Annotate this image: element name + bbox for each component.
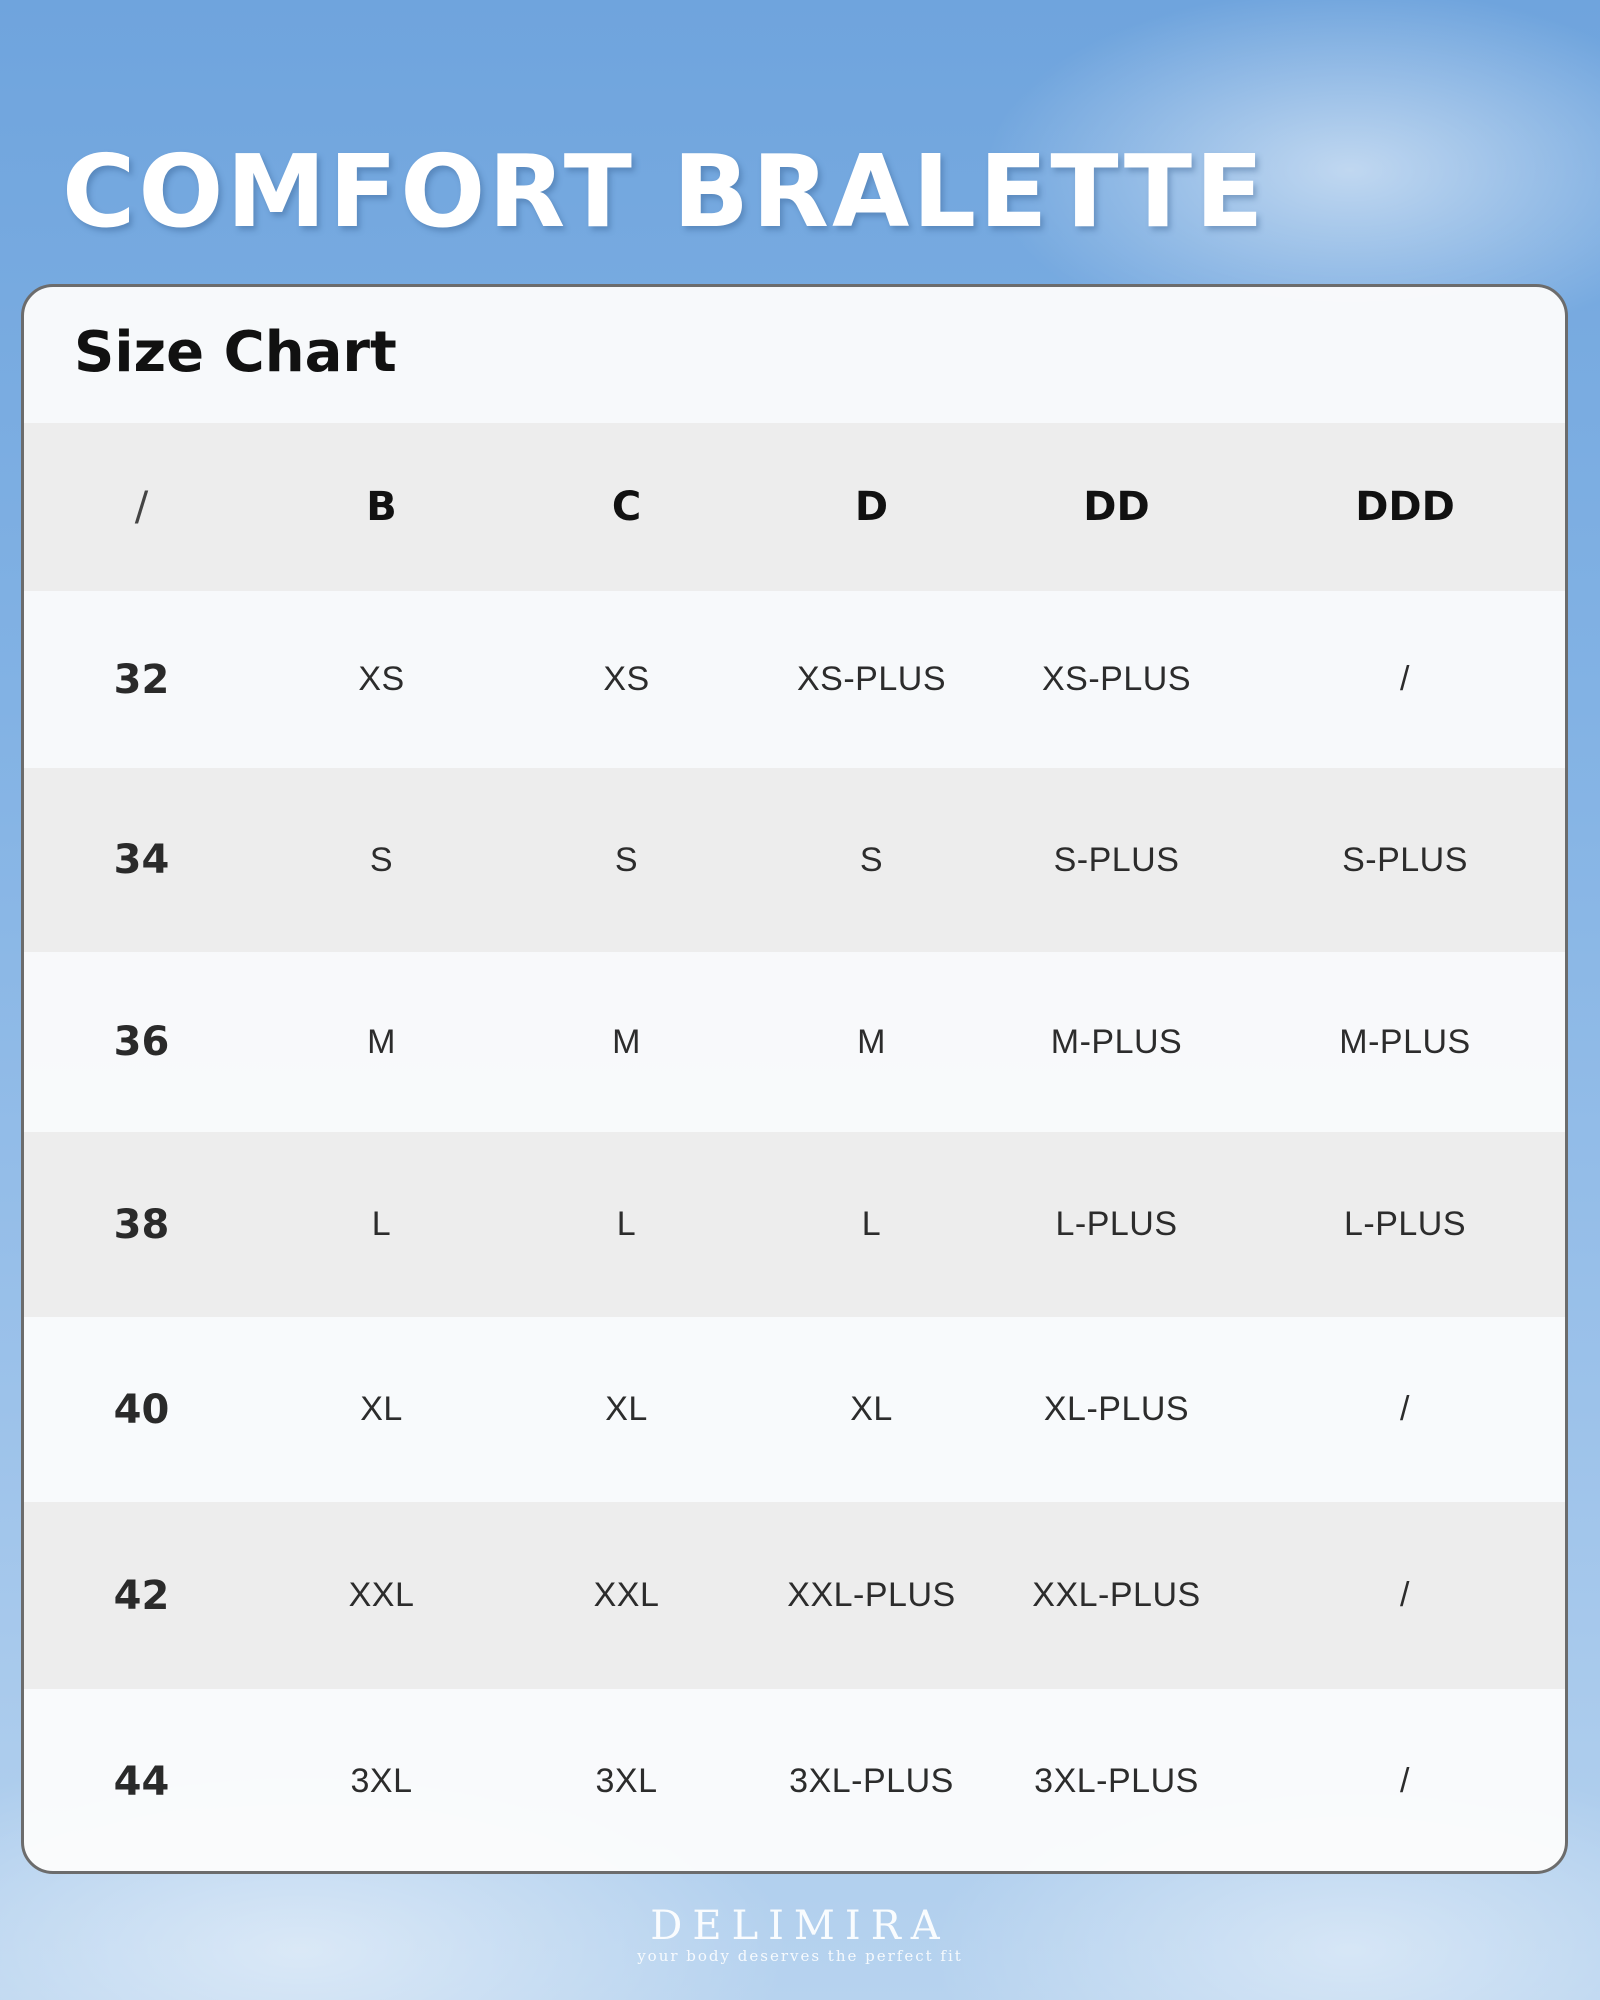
size-cell: XL: [605, 1390, 648, 1428]
size-cell: XXL-PLUS: [1032, 1576, 1201, 1614]
size-cell: XS-PLUS: [797, 660, 946, 698]
table-header-row: [24, 423, 1568, 591]
size-chart-table: [24, 423, 1568, 1874]
size-cell: L-PLUS: [1055, 1205, 1178, 1243]
size-cell: /: [1400, 1762, 1410, 1800]
card-title: Size Chart: [74, 320, 397, 385]
size-cell: S: [859, 840, 884, 879]
size-cell: S-PLUS: [1342, 840, 1468, 879]
band-size-cell: 38: [113, 1201, 170, 1248]
table-row: [24, 768, 1568, 952]
table-row: [24, 1317, 1568, 1502]
column-header-dd: DD: [1083, 484, 1150, 530]
size-cell: 3XL: [595, 1762, 658, 1800]
size-cell: XS: [603, 660, 650, 698]
brand-logo: DELIMIRA: [650, 1903, 950, 1949]
column-header-b: B: [366, 484, 397, 530]
table-row: [24, 1502, 1568, 1689]
size-cell: XXL: [348, 1576, 415, 1614]
brand-tagline: your body deserves the perfect fit: [637, 1947, 963, 1965]
size-cell: L: [616, 1205, 637, 1243]
size-cell: /: [1400, 1576, 1410, 1614]
size-cell: 3XL-PLUS: [1034, 1762, 1199, 1800]
band-size-cell: 42: [113, 1572, 170, 1619]
size-cell: M: [857, 1022, 886, 1061]
band-size-cell: 44: [113, 1758, 170, 1805]
table-row: [24, 1132, 1568, 1317]
column-header-c: C: [611, 484, 642, 530]
size-cell: L: [371, 1205, 392, 1243]
size-cell: M-PLUS: [1339, 1022, 1471, 1061]
table-corner-cell: /: [134, 484, 149, 530]
band-size-cell: 36: [113, 1019, 170, 1065]
size-cell: M: [612, 1022, 641, 1061]
size-cell: XXL: [593, 1576, 660, 1614]
column-header-d: D: [854, 484, 889, 530]
size-cell: XXL-PLUS: [787, 1576, 956, 1614]
size-cell: 3XL-PLUS: [789, 1762, 954, 1800]
size-cell: XS-PLUS: [1042, 660, 1191, 698]
size-cell: S-PLUS: [1053, 840, 1180, 879]
size-cell: S: [369, 840, 394, 879]
size-cell: L-PLUS: [1343, 1205, 1467, 1243]
size-cell: L: [861, 1205, 882, 1243]
table-row: [24, 952, 1568, 1132]
size-cell: XS: [358, 660, 405, 698]
size-cell: XL-PLUS: [1043, 1390, 1190, 1428]
size-cell: /: [1400, 1390, 1410, 1428]
size-cell: /: [1400, 660, 1410, 698]
size-cell: 3XL: [350, 1762, 413, 1800]
band-size-cell: 40: [113, 1386, 170, 1433]
page-title: COMFORT BRALETTE: [62, 133, 1267, 250]
table-row: [24, 1689, 1568, 1874]
size-cell: S: [614, 840, 639, 879]
band-size-cell: 32: [113, 656, 170, 703]
size-cell: M: [367, 1022, 396, 1061]
size-cell: XL: [360, 1390, 403, 1428]
size-cell: M-PLUS: [1050, 1022, 1183, 1061]
table-row: [24, 591, 1568, 768]
band-size-cell: 34: [113, 837, 170, 883]
size-chart-card: [21, 284, 1568, 1874]
column-header-ddd: DDD: [1355, 484, 1455, 530]
size-cell: XL: [850, 1390, 893, 1428]
